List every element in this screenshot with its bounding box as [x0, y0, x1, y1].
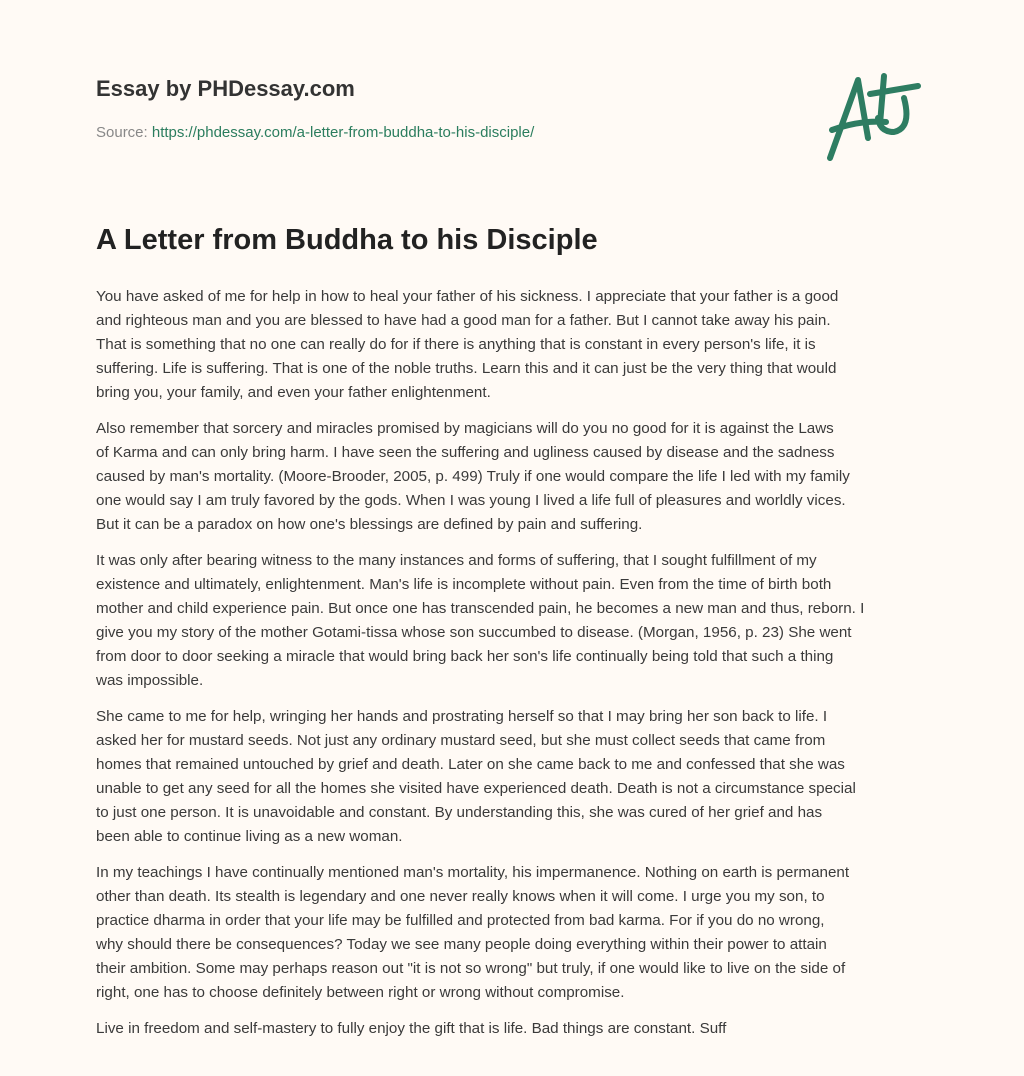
- paragraph-line: But it can be a paradox on how one's blessings are defined by pain and suffering.: [96, 516, 643, 533]
- essay-paragraph: [96, 417, 936, 537]
- paragraph-line: suffering. Life is suffering. That is one of the noble truths. Learn this and it can just be the very thing that would: [96, 360, 837, 377]
- paragraph-line: been able to continue living as a new woman.: [96, 828, 403, 845]
- paragraph-line: homes that remained untouched by grief and death. Later on she came back to me and confessed that she was: [96, 756, 845, 773]
- a-plus-logo: [820, 68, 930, 168]
- paragraph-line: It was only after bearing witness to the many instances and forms of suffering, that I sought fulfillment of my: [96, 552, 817, 569]
- paragraph-line: Also remember that sorcery and miracles promised by magicians will do you no good for it is against the Laws: [96, 420, 834, 437]
- paragraph-line: Live in freedom and self-mastery to fully enjoy the gift that is life. Bad things are constant. Suff: [96, 1020, 727, 1037]
- paragraph-line: right, one has to choose definitely between right or wrong without compromise.: [96, 984, 625, 1001]
- essay-paragraph: [96, 861, 936, 1005]
- source-line: [96, 124, 534, 141]
- paragraph-line: and righteous man and you are blessed to have had a good man for a father. But I cannot take away his pain.: [96, 312, 831, 329]
- paragraph-line: why should there be consequences? Today we see many people doing everything within their power to attain: [96, 936, 827, 953]
- essay-paragraph: [96, 285, 936, 405]
- paragraph-line: practice dharma in order that your life may be fulfilled and protected from bad karma. For if you do no wrong,: [96, 912, 825, 929]
- paragraph-line: You have asked of me for help in how to heal your father of his sickness. I appreciate that your father is a good: [96, 288, 839, 305]
- paragraph-line: caused by man's mortality. (Moore-Brooder, 2005, p. 499) Truly if one would compare the life I led with my family: [96, 468, 850, 485]
- paragraph-line: give you my story of the mother Gotami-tissa whose son succumbed to disease. (Morgan, 1956, p. 23) She went: [96, 624, 852, 641]
- paragraph-line: mother and child experience pain. But once one has transcended pain, he becomes a new man and thus, reborn. I: [96, 600, 865, 617]
- essay-paragraph: [96, 549, 936, 693]
- paragraph-line: other than death. Its stealth is legendary and one never really knows when it will come. I urge you my son, to: [96, 888, 825, 905]
- essay-paragraph: [96, 705, 936, 849]
- essay-title: A Letter from Buddha to his Disciple: [96, 224, 598, 256]
- paragraph-line: one would say I am truly favored by the gods. When I was young I lived a life full of pleasures and worldly vices.: [96, 492, 846, 509]
- paragraph-line: unable to get any seed for all the homes she visited have experienced death. Death is not a circumstance special: [96, 780, 856, 797]
- paragraph-line: to just one person. It is unavoidable and constant. By understanding this, she was cured of her grief and has: [96, 804, 823, 821]
- paragraph-line: That is something that no one can really do for if there is anything that is constant in every person's life, it is: [96, 336, 816, 353]
- paragraph-line: of Karma and can only bring harm. I have seen the suffering and ugliness caused by disease and the sadness: [96, 444, 835, 461]
- paragraph-line: bring you, your family, and even your father enlightenment.: [96, 384, 491, 401]
- source-label: Source:: [96, 124, 148, 141]
- essay-body: [96, 285, 936, 1053]
- source-link[interactable]: https://phdessay.com/a-letter-from-buddha-to-his-disciple/: [151, 124, 535, 141]
- paragraph-line: from door to door seeking a miracle that would bring back her son's life continually being told that such a thing: [96, 648, 834, 665]
- paragraph-line: was impossible.: [96, 672, 204, 689]
- site-brand: Essay by PHDessay.com: [96, 76, 355, 101]
- paragraph-line: asked her for mustard seeds. Not just any ordinary mustard seed, but she must collect seeds that came from: [96, 732, 826, 749]
- essay-paragraph: [96, 1017, 936, 1041]
- paragraph-line: She came to me for help, wringing her hands and prostrating herself so that I may bring her son back to life. I: [96, 708, 828, 725]
- paragraph-line: existence and ultimately, enlightenment. Man's life is incomplete without pain. Even from the time of birth both: [96, 576, 832, 593]
- paragraph-line: In my teachings I have continually mentioned man's mortality, his impermanence. Nothing on earth is permanent: [96, 864, 850, 881]
- paragraph-line: their ambition. Some may perhaps reason out "it is not so wrong" but truly, if one would like to live on the side of: [96, 960, 846, 977]
